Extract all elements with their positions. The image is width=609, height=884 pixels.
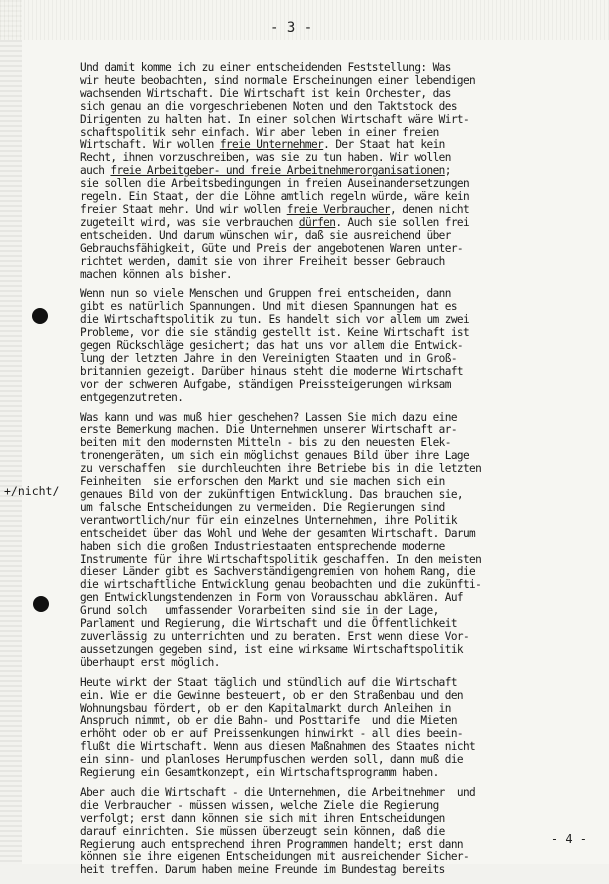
text-line: zu verschaffen sie durchleuchten ihre Betriebe bis in die letzten	[80, 462, 482, 476]
text-line: Wirtschaft. Wir wollen freie Unternehmer. Der Staat hat kein	[80, 138, 445, 152]
text-line: um falsche Entscheidungen zu vermeiden. Die Regierungen sind	[80, 500, 445, 514]
text-line: überhaupt erst möglich.	[80, 655, 220, 669]
text-line: die Wirtschaftspolitik zu tun. Es handelt sich vor allem um zwei	[80, 313, 470, 327]
paragraph	[80, 787, 602, 877]
text-line: die wirtschaftliche Entwicklung genau beobachten und die zukünfti-	[80, 578, 482, 592]
text-line: sie sollen die Arbeitsbedingungen in freien Auseinandersetzungen	[80, 177, 470, 191]
text-line: sich genau an die vorgeschriebenen Noten und den Taktstock des	[80, 99, 457, 113]
text-line: Was kann und was muß hier geschehen? Lassen Sie mich dazu eine	[80, 410, 457, 424]
text-line: Regierung auch entsprechend ihren Programmen handelt; erst dann	[80, 837, 463, 851]
text-line: schaftspolitik sehr einfach. Wir aber leben in einer freien	[80, 125, 439, 139]
text-line: flußt die Wirtschaft. Wenn aus diesen Maßnahmen des Staates nicht	[80, 740, 476, 754]
text-line: Wohnungsbau fördert, ob er den Kapitalmarkt durch Anleihen in	[80, 701, 451, 715]
page-number: - 3 -	[270, 20, 313, 36]
text-line: vor der schweren Aufgabe, ständigen Preissteigerungen wirksam	[80, 377, 451, 391]
text-line: Parlament und Regierung, die Wirtschaft und die Öffentlichkeit	[80, 617, 457, 631]
text-line: verfolgt; erst dann können sie sich mit ihren Entscheidungen	[80, 811, 445, 825]
text-line: Aber auch die Wirtschaft - die Unternehmen, die Arbeitnehmer und	[80, 785, 476, 799]
text-line: verantwortlich/nur für ein einzelnes Unternehmen, ihre Politik	[80, 513, 457, 527]
text-line: entscheidet über das Wohl und Wehe der gesamten Wirtschaft. Darum	[80, 526, 476, 540]
text-line: beiten mit den modernsten Mitteln - bis zu den neuesten Elek-	[80, 436, 451, 450]
text-line: entgegenzutreten.	[80, 390, 184, 404]
text-line: Grund solch umfassender Vorarbeiten sind sie in der Lage,	[80, 604, 439, 618]
text-line: ein. Wie er die Gewinne besteuert, ob er den Straßenbau und den	[80, 688, 463, 702]
text-line: Gebrauchsfähigkeit, Güte und Preis der angebotenen Waren unter-	[80, 241, 463, 255]
next-page-marker: - 4 -	[550, 832, 587, 846]
paragraph	[80, 412, 602, 670]
punch-hole	[33, 596, 49, 612]
text-line: aussetzungen gegeben sind, ist eine wirksame Wirtschaftspolitik	[80, 642, 463, 656]
text-line: Instrumente für ihre Wirtschaftspolitik geschaffen. In den meisten	[80, 552, 482, 566]
text-line: auch freie Arbeitgeber- und freie Arbeitnehmerorganisationen;	[80, 164, 451, 178]
text-line: haben sich die großen Industriestaaten entsprechende moderne	[80, 539, 445, 553]
paragraph	[80, 62, 602, 281]
text-line: Dirigenten zu halten hat. In einer solchen Wirtschaft wäre Wirt-	[80, 112, 470, 126]
paragraph	[80, 288, 602, 404]
text-line: Heute wirkt der Staat täglich und stündlich auf die Wirtschaft	[80, 675, 457, 689]
text-line: Recht, ihnen vorzuschreiben, was sie zu tun haben. Wir wollen	[80, 151, 451, 165]
text-line: Probleme, vor die sie ständig gestellt ist. Keine Wirtschaft ist	[80, 326, 470, 340]
text-line: wachsenden Wirtschaft. Die Wirtschaft ist kein Orchester, das	[80, 86, 451, 100]
text-line: heit treffen. Darum haben meine Freunde im Bundestag bereits	[80, 863, 445, 877]
text-line: regeln. Ein Staat, der die Löhne amtlich regeln würde, wäre kein	[80, 190, 470, 204]
text-line: ein sinn- und planloses Herumpfuschen werden soll, dann muß die	[80, 753, 463, 767]
text-line: wir heute beobachten, sind normale Erscheinungen einer lebendigen	[80, 73, 476, 87]
text-line: die Verbraucher - müssen wissen, welche Ziele die Regierung	[80, 798, 439, 812]
punch-hole	[32, 308, 48, 324]
text-line: zuverlässig zu unterrichten und zu beraten. Erst wenn diese Vor-	[80, 629, 470, 643]
text-line: entscheiden. Und darum wünschen wir, daß sie ausreichend über	[80, 228, 451, 242]
scan-edge-noise	[0, 0, 22, 864]
text-line: freier Staat mehr. Und wir wollen freie Verbraucher, denen nicht	[80, 202, 470, 216]
text-line: gen Entwicklungstendenzen in Form von Vorausschau abklären. Auf	[80, 591, 463, 605]
text-line: darauf einrichten. Sie müssen überzeugt sein können, daß die	[80, 824, 445, 838]
text-line: zugeteilt wird, was sie verbrauchen dürfen. Auch sie sollen frei	[80, 215, 470, 229]
text-line: richtet werden, damit sie von ihrer Freiheit besser Gebrauch	[80, 254, 445, 268]
text-line: Und damit komme ich zu einer entscheidenden Feststellung: Was	[80, 61, 451, 74]
document-body	[80, 62, 602, 884]
text-line: machen können als bisher.	[80, 267, 232, 281]
paragraph	[80, 677, 602, 780]
text-line: britannien gezeigt. Darüber hinaus steht die moderne Wirtschaft	[80, 364, 463, 378]
text-line: erste Bemerkung machen. Die Unternehmen unserer Wirtschaft ar-	[80, 423, 457, 437]
text-line: Regierung ein Gesamtkonzept, ein Wirtschaftsprogramm haben.	[80, 766, 439, 780]
text-line: dieser Länder gibt es Sachverständigengremien von hohem Rang, die	[80, 565, 476, 579]
text-line: können sie ihre eigenen Entscheidungen mit ausreichender Sicher-	[80, 850, 470, 864]
text-line: gibt es natürlich Spannungen. Und mit diesen Spannungen hat es	[80, 300, 457, 314]
text-line: Anspruch nimmt, ob er die Bahn- und Posttarife und die Mieten	[80, 714, 457, 728]
text-line: erhöht oder ob er auf Preissenkungen hinwirkt - all dies beein-	[80, 727, 463, 741]
text-line: gegen Rückschläge gesichert; das hat uns vor allem die Entwick-	[80, 339, 463, 353]
margin-annotation: +/nicht/	[4, 484, 60, 498]
text-line: Wenn nun so viele Menschen und Gruppen frei entscheiden, dann	[80, 287, 451, 301]
text-line: lung der letzten Jahre in den Vereinigten Staaten und in Groß-	[80, 351, 457, 365]
text-line: Feinheiten sie erforschen den Markt und sie machen sich ein	[80, 475, 445, 489]
text-line: genaues Bild von der zukünftigen Entwicklung. Das brauchen sie,	[80, 488, 463, 501]
text-line: tronengeräten, um sich ein möglichst genaues Bild über ihre Lage	[80, 449, 470, 463]
